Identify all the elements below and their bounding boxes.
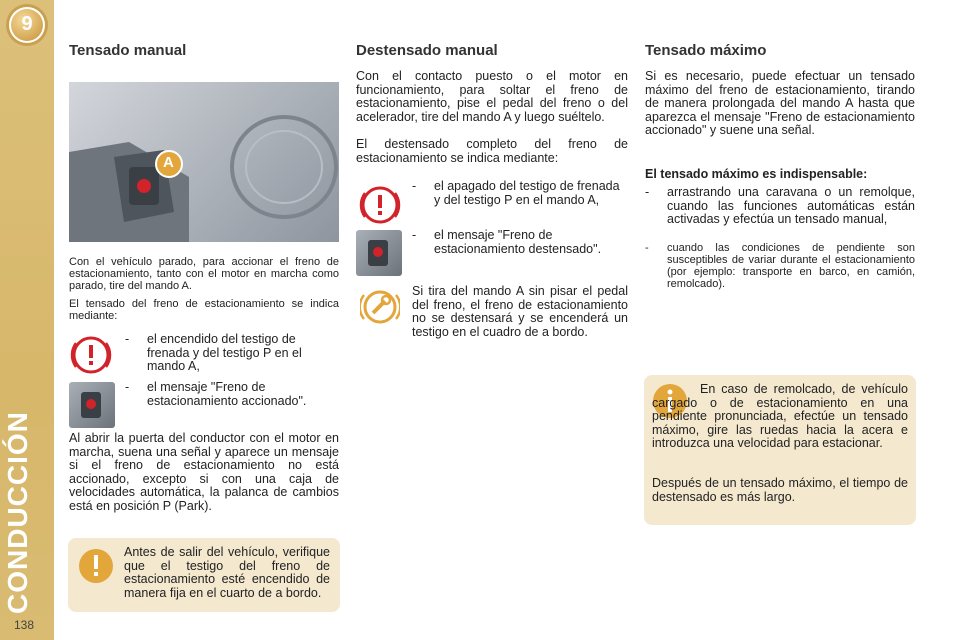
brake-warning-icon [70,335,112,375]
section-title-max-apply: Tensado máximo [645,42,767,59]
col3-note-release-time-text: Después de un tensado máximo, el tiempo de destensado es más largo. [652,476,908,504]
col2-list-item-1-text: el apagado del testigo de frenada y del testigo P en el mando A, [434,179,620,207]
col2-indication-text: El destensado completo del freno de estacionamiento se indica mediante: [356,137,628,165]
col1-intro-text: Con el vehículo parado, para accionar el freno de estacionamiento, tanto con el motor en marcha como parado, tire del mando A. [69,256,339,292]
col3-list-item-1-text: arrastrando una caravana o un remolque, cuando las funciones automáticas están activadas y efectúa un tensado manual, [667,185,915,226]
warning-exclamation-icon [76,546,116,586]
col3-max-text: Si es necesario, puede efectuar un tensado máximo del freno de estacionamiento, tirando de manera prolongada del mando A hasta que aparezca el mensaje "Freno de estacionamiento accionado" y suene una señal. [645,69,915,137]
col2-no-pedal-text: Si tira del mando A sin pisar el pedal del freno, el freno de estacionamiento no se destensará y se encenderá un testigo en el cuadro de a bordo. [412,284,628,339]
chapter-sidebar [0,0,54,640]
col3-subtitle: El tensado máximo es indispensable: [645,167,868,181]
col2-list-item-2-text: el mensaje "Freno de estacionamiento destensado". [434,228,602,256]
col1-door-warning-text: Al abrir la puerta del conductor con el motor en marcha, suena una señal y aparece un mensaje si el freno de estacionamiento no está accionado, excepto si con una caja de velocidades automática, la palanca de cambios está en posición P (Park). [69,431,339,513]
brake-switch-icon [356,230,402,276]
col1-list-item-1-text: el encendido del testigo de frenada y del testigo P en el mando A, [147,332,302,373]
brake-switch-icon [69,382,115,428]
col3-note-towing-text: En caso de remolcado, de vehículo cargado o de estacionamiento en una pendiente pronunciada, efectúe un tensado máximo, gire las ruedas hacia la acera e introduzca una velocidad para estacionar. [652,382,908,450]
page-number: 138 [14,618,35,632]
brake-warning-icon [358,185,402,225]
chapter-number: 9 [21,13,33,35]
parking-brake-photo [69,82,339,242]
col1-note-text: Antes de salir del vehículo, verifique que el testigo del freno de estacionamiento esté encendido de manera fija en el cuarto de a bordo. [124,545,330,600]
service-wrench-icon [360,288,400,326]
col2-release-text: Con el contacto puesto o el motor en funcionamiento, para soltar el freno de estacionamiento, pise el pedal del freno o del acelerador, tire del mando A y luego suéltelo. [356,69,628,124]
photo-label-a: A [163,154,174,171]
section-title-manual-release: Destensado manual [356,42,498,59]
col1-warning-note [68,538,340,612]
col3-info-note [644,375,916,525]
chapter-title: CONDUCCIÓN [2,411,33,614]
chapter-badge [9,7,45,43]
col1-indication-text: El tensado del freno de estacionamiento se indica mediante: [69,298,339,322]
console-illustration [69,82,339,242]
col1-list-item-2-text: el mensaje "Freno de estacionamiento accionado". [147,380,307,408]
col3-list-item-2-text: cuando las condiciones de pendiente son susceptibles de variar durante el estacionamiento (por ejemplo: transporte en barco, en camión, remolcado). [667,242,915,290]
section-title-manual-apply: Tensado manual [69,42,187,59]
